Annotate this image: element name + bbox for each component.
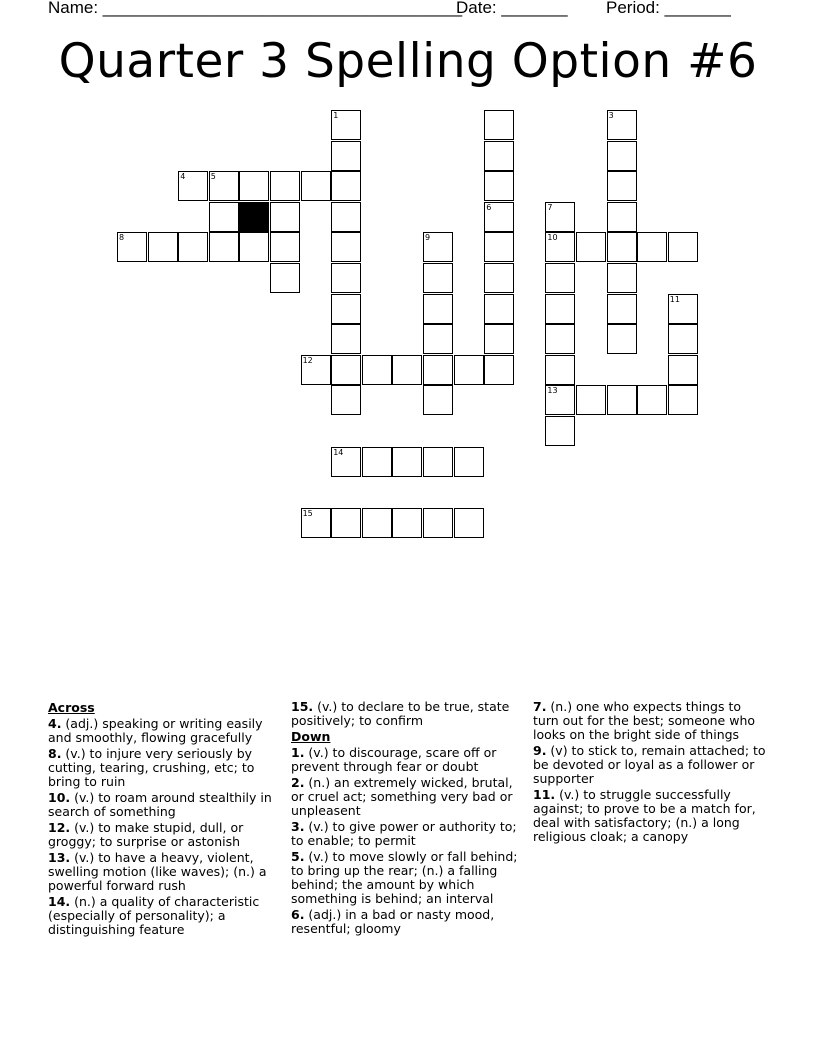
clue-item xyxy=(533,700,769,742)
clue-text: (v.) to discourage, scare off or prevent through fear or doubt xyxy=(291,745,497,774)
clue-number: 5 xyxy=(210,172,216,182)
grid-cell[interactable] xyxy=(545,263,575,293)
grid-cell[interactable] xyxy=(239,171,269,201)
across-clue-list-continued xyxy=(291,700,523,728)
grid-cell[interactable] xyxy=(392,355,422,385)
clue-number: 11. xyxy=(533,787,556,802)
grid-cell[interactable] xyxy=(148,232,178,262)
grid-cell[interactable] xyxy=(545,294,575,324)
grid-cell[interactable] xyxy=(331,202,361,232)
clue-number: 5. xyxy=(291,849,305,864)
clue-item xyxy=(291,820,523,848)
grid-cell[interactable] xyxy=(454,508,484,538)
grid-cell[interactable] xyxy=(301,171,331,201)
grid-cell[interactable] xyxy=(209,202,239,232)
clue-item xyxy=(48,821,278,849)
grid-cell[interactable] xyxy=(392,508,422,538)
grid-cell[interactable] xyxy=(545,416,575,446)
clue-number: 13. xyxy=(48,850,71,865)
clue-text: (v.) to declare to be true, state positively; to confirm xyxy=(291,699,510,728)
grid-cell[interactable] xyxy=(270,171,300,201)
grid-cell[interactable] xyxy=(484,263,514,293)
clue-item xyxy=(48,895,278,937)
clue-number: 14. xyxy=(48,894,71,909)
grid-cell[interactable] xyxy=(607,110,637,140)
grid-cell[interactable] xyxy=(362,447,392,477)
page-title: Quarter 3 Spelling Option #6 xyxy=(58,34,758,89)
grid-cell[interactable] xyxy=(607,171,637,201)
grid-cell[interactable] xyxy=(423,324,453,354)
across-heading: Across xyxy=(48,700,95,715)
clue-item xyxy=(48,791,278,819)
clue-text: (v.) to roam around stealthily in search of something xyxy=(48,790,272,819)
grid-cell[interactable] xyxy=(331,141,361,171)
grid-cell[interactable] xyxy=(423,447,453,477)
clue-item xyxy=(533,788,769,844)
grid-cell[interactable] xyxy=(484,294,514,324)
clue-number: 7. xyxy=(533,699,547,714)
clue-number: 1 xyxy=(333,111,339,120)
grid-cell[interactable] xyxy=(301,355,331,385)
clue-item xyxy=(291,776,523,818)
grid-cell[interactable] xyxy=(545,324,575,354)
grid-cell[interactable] xyxy=(117,232,147,262)
grid-cell[interactable] xyxy=(484,171,514,201)
black-square xyxy=(239,202,269,232)
grid-cell[interactable] xyxy=(270,263,300,293)
clue-text: (n.) one who expects things to turn out for the best; someone who looks on the bright side of things xyxy=(533,699,756,742)
clue-number: 6. xyxy=(291,907,305,922)
clue-item xyxy=(291,908,523,936)
grid-cell[interactable] xyxy=(484,324,514,354)
grid-cell[interactable] xyxy=(484,202,514,232)
grid-cell[interactable] xyxy=(545,232,575,262)
clue-text: (v.) to give power or authority to; to enable; to permit xyxy=(291,819,517,848)
grid-cell[interactable] xyxy=(331,324,361,354)
grid-cell[interactable] xyxy=(668,324,698,354)
name-field-label[interactable]: Name: ______________________________________ xyxy=(48,0,463,17)
clue-number: 7 xyxy=(547,202,553,212)
grid-cell[interactable] xyxy=(331,385,361,415)
period-field-label[interactable]: Period: _______ xyxy=(606,0,731,17)
clue-item xyxy=(48,747,278,789)
grid-cell[interactable] xyxy=(607,385,637,415)
clue-number: 9 xyxy=(425,233,431,243)
grid-cell[interactable] xyxy=(331,355,361,385)
grid-cell[interactable] xyxy=(545,202,575,232)
grid-cell[interactable] xyxy=(668,294,698,324)
grid-cell[interactable] xyxy=(607,294,637,324)
clue-number: 8 xyxy=(119,233,125,243)
grid-cell[interactable] xyxy=(331,110,361,140)
clue-number: 10 xyxy=(547,233,558,243)
across-clue-list xyxy=(48,717,278,937)
grid-cell[interactable] xyxy=(331,263,361,293)
grid-cell[interactable] xyxy=(209,232,239,262)
clue-item xyxy=(533,744,769,786)
grid-cell[interactable] xyxy=(576,385,606,415)
clue-number: 4 xyxy=(180,172,186,182)
grid-cell[interactable] xyxy=(392,447,422,477)
clue-text: (v.) to have a heavy, violent, swelling motion (like waves); (n.) a powerful forward rush xyxy=(48,850,267,893)
grid-cell[interactable] xyxy=(423,508,453,538)
clue-number: 1. xyxy=(291,745,305,760)
down-clue-list xyxy=(291,746,523,936)
clue-text: (n.) an extremely wicked, brutal, or cruel act; something very bad or unpleasent xyxy=(291,775,513,818)
grid-cell[interactable] xyxy=(209,171,239,201)
clue-number: 6 xyxy=(486,202,492,212)
clues-column-2 xyxy=(291,700,523,938)
grid-cell[interactable] xyxy=(484,141,514,171)
grid-cell[interactable] xyxy=(484,232,514,262)
grid-cell[interactable] xyxy=(607,141,637,171)
clues-column-1 xyxy=(48,700,278,939)
grid-cell[interactable] xyxy=(454,355,484,385)
clue-number: 3 xyxy=(608,111,614,120)
clue-number: 10. xyxy=(48,790,71,805)
grid-cell[interactable] xyxy=(239,232,269,262)
grid-cell[interactable] xyxy=(668,385,698,415)
grid-cell[interactable] xyxy=(545,355,575,385)
grid-cell[interactable] xyxy=(607,232,637,262)
clue-number: 15. xyxy=(291,699,314,714)
grid-cell[interactable] xyxy=(607,202,637,232)
clue-number: 14 xyxy=(333,447,344,457)
grid-cell[interactable] xyxy=(576,232,606,262)
grid-cell[interactable] xyxy=(607,263,637,293)
clue-text: (v) to stick to, remain attached; to be devoted or loyal as a follower or supporter xyxy=(533,743,766,786)
clue-number: 13 xyxy=(547,386,558,396)
grid-cell[interactable] xyxy=(331,232,361,262)
clue-number: 9. xyxy=(533,743,547,758)
grid-cell[interactable] xyxy=(484,110,514,140)
clue-number: 12 xyxy=(302,355,313,365)
grid-cell[interactable] xyxy=(270,202,300,232)
clue-text: (adj.) speaking or writing easily and smoothly, flowing gracefully xyxy=(48,716,263,745)
clue-text: (adj.) in a bad or nasty mood, resentful; gloomy xyxy=(291,907,495,936)
grid-cell[interactable] xyxy=(423,294,453,324)
grid-cell[interactable] xyxy=(362,508,392,538)
grid-cell[interactable] xyxy=(423,232,453,262)
grid-cell[interactable] xyxy=(331,508,361,538)
grid-cell[interactable] xyxy=(270,232,300,262)
grid-cell[interactable] xyxy=(454,447,484,477)
clue-item xyxy=(48,851,278,893)
grid-cell[interactable] xyxy=(331,447,361,477)
grid-cell[interactable] xyxy=(331,294,361,324)
grid-cell[interactable] xyxy=(178,171,208,201)
grid-cell[interactable] xyxy=(637,385,667,415)
down-heading: Down xyxy=(291,729,331,744)
clue-text: (n.) a quality of characteristic (especially of personality); a distinguishing feature xyxy=(48,894,260,937)
grid-cell[interactable] xyxy=(607,324,637,354)
down-clue-list-continued xyxy=(533,700,769,844)
clue-number: 2. xyxy=(291,775,305,790)
grid-cell[interactable] xyxy=(637,232,667,262)
grid-cell[interactable] xyxy=(178,232,208,262)
date-field-label[interactable]: Date: _______ xyxy=(456,0,568,17)
grid-cell[interactable] xyxy=(331,171,361,201)
clue-number: 4. xyxy=(48,716,62,731)
grid-cell[interactable] xyxy=(423,355,453,385)
grid-cell[interactable] xyxy=(423,263,453,293)
grid-cell[interactable] xyxy=(668,232,698,262)
clue-number: 12. xyxy=(48,820,71,835)
clue-number: 8. xyxy=(48,746,62,761)
clue-text: (v.) to injure very seriously by cutting, tearing, crushing, etc; to bring to ruin xyxy=(48,746,255,789)
clue-item xyxy=(48,717,278,745)
clues-column-3 xyxy=(533,700,769,846)
clue-text: (v.) to move slowly or fall behind; to bring up the rear; (n.) a falling behind; the amount by which something is behind; an interval xyxy=(291,849,518,906)
grid-cell[interactable] xyxy=(545,385,575,415)
clue-item xyxy=(291,850,523,906)
grid-cell[interactable] xyxy=(362,355,392,385)
clue-number: 3. xyxy=(291,819,305,834)
grid-cell[interactable] xyxy=(301,508,331,538)
grid-cell[interactable] xyxy=(668,355,698,385)
clue-number: 15 xyxy=(302,508,313,518)
grid-cell[interactable] xyxy=(484,355,514,385)
clue-text: (v.) to make stupid, dull, or groggy; to surprise or astonish xyxy=(48,820,244,849)
clue-number: 11 xyxy=(669,294,680,304)
grid-cell[interactable] xyxy=(423,385,453,415)
clue-text: (v.) to struggle successfully against; to prove to be a match for, deal with satisfactory; (n.) a long religious cloak; a canopy xyxy=(533,787,756,844)
clue-item xyxy=(291,700,523,728)
clue-item xyxy=(291,746,523,774)
